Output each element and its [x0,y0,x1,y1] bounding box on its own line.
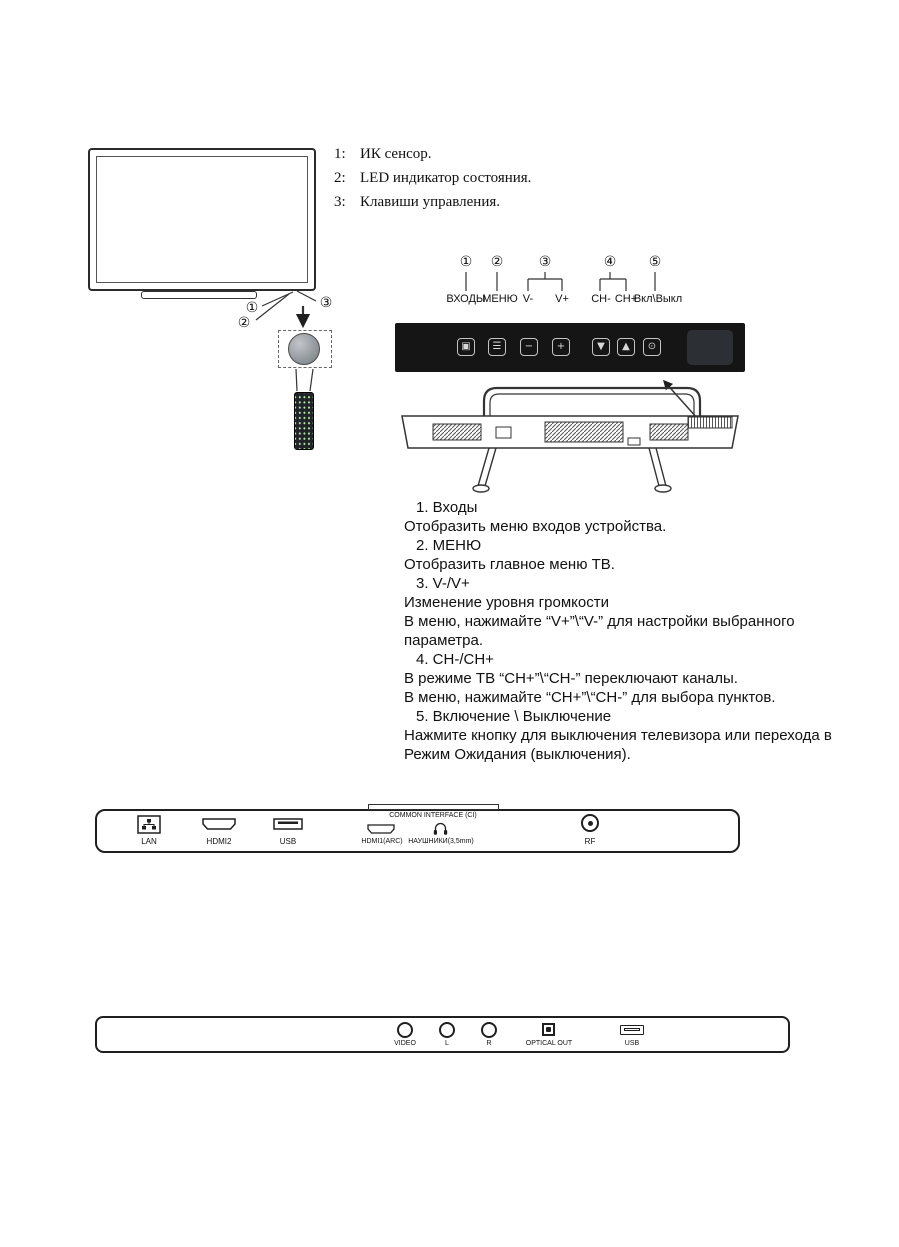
usb-tongue [624,1028,640,1031]
ir-sensor-icon [288,333,320,365]
input-icon: ▣ [461,341,471,352]
panel-callout-1: ① [459,254,473,270]
power-icon: ⊙ [647,341,657,352]
tv-callout-3: ③ [319,295,333,311]
feature-item [334,194,634,211]
feature-num: 2: [334,170,346,186]
feature-num: 1: [334,146,346,162]
tv-callout-2: ② [237,315,251,331]
lan-port-icon [137,815,161,834]
usb-bottom-icon [620,1025,644,1035]
desc-line: В меню, нажимайте “V+”\“V-” для настройки выбранного [404,613,795,630]
feature-item [334,170,634,187]
power-button [643,338,661,356]
panel-callout-2: ② [490,254,504,270]
desc-line: В режиме ТВ “CH+”\“CH-” переключают каналы. [404,670,738,687]
headphones-label: НАУШНИКИ(3,5mm) [408,838,474,845]
desc-line: 5. Включение \ Выключение [416,708,612,725]
volume-down-icon: − [524,341,534,352]
input-button [457,338,475,356]
desc-line: Отобразить меню входов устройства. [404,518,667,535]
rf-pin [588,821,593,826]
hdmi2-port-icon [202,818,236,830]
tv-screen [96,156,308,283]
ci-label: COMMON INTERFACE (CI) [389,812,477,819]
feature-text: LED индикатор состояния. [360,170,532,186]
rf-port-icon [581,814,599,832]
hdmi2-label: HDMI2 [206,837,232,846]
desc-line: 1. Входы [416,499,478,516]
menu-button [488,338,506,356]
rf-label: RF [584,837,596,846]
label-volume-down: V- [522,293,534,305]
tv-rear-illustration [402,388,738,492]
audio-left-jack-icon [439,1022,455,1038]
optical-out-icon [542,1023,555,1036]
channel-up-icon: ▲ [622,341,630,352]
channel-down-button [592,338,610,356]
panel-callout-5: ⑤ [648,254,662,270]
desc-line: параметра. [404,632,484,649]
headphones-icon [432,820,449,836]
feature-text: Клавиши управления. [360,194,501,210]
audio-right-jack-icon [481,1022,497,1038]
usb-label: USB [279,837,297,846]
video-jack-icon [397,1022,413,1038]
label-power: Вкл\Выкл [633,293,683,305]
lan-label: LAN [141,837,157,846]
label-menu: МЕНЮ [482,293,518,305]
panel-callout-3: ③ [538,254,552,270]
desc-line: Отобразить главное меню ТВ. [404,556,615,573]
feature-item [334,146,634,163]
channel-up-button [617,338,635,356]
tv-callout-1: ① [245,300,259,316]
desc-line: Режим Ожидания (выключения). [404,746,631,763]
desc-line: 4. CH-/CH+ [416,651,494,668]
label-channel-up: CH+ [614,293,638,305]
tv-front-illustration [88,148,316,291]
control-bar [395,323,745,372]
optical-label: OPTICAL OUT [525,1040,573,1047]
usb-port-icon [273,818,303,830]
ir-sensor-window [687,330,733,365]
audio-right-label: R [486,1040,492,1047]
feature-list [334,146,634,218]
desc-line: 2. МЕНЮ [416,537,482,554]
ci-slot-icon [368,804,499,810]
volume-up-icon: + [556,341,566,352]
menu-icon: ☰ [492,341,502,352]
channel-down-icon: ▼ [597,341,605,352]
button-descriptions [404,498,844,764]
hdmi1-port-icon [367,824,395,834]
usb-bottom-label: USB [624,1040,640,1047]
label-volume-up: V+ [555,293,569,305]
audio-left-label: L [445,1040,449,1047]
desc-line: 3. V-/V+ [416,575,470,592]
panel-callout-4: ④ [603,254,617,270]
desc-line: Изменение уровня громкости [404,594,609,611]
feature-num: 3: [334,194,346,210]
optical-emitter [546,1027,551,1032]
volume-down-button [520,338,538,356]
desc-line: В меню, нажимайте “CH+”\“CH-” для выбора пунктов. [404,689,776,706]
label-inputs: ВХОДЫ [446,293,486,305]
hdmi1-label: HDMI1(ARC) [361,838,403,845]
label-channel-down: CH- [591,293,611,305]
video-label: VIDEO [394,1040,416,1047]
remote-control-illustration [294,392,314,450]
feature-text: ИК сенсор. [360,146,432,162]
tv-stand [141,291,257,299]
desc-line: Нажмите кнопку для выключения телевизора или перехода в [404,727,832,744]
volume-up-button [552,338,570,356]
